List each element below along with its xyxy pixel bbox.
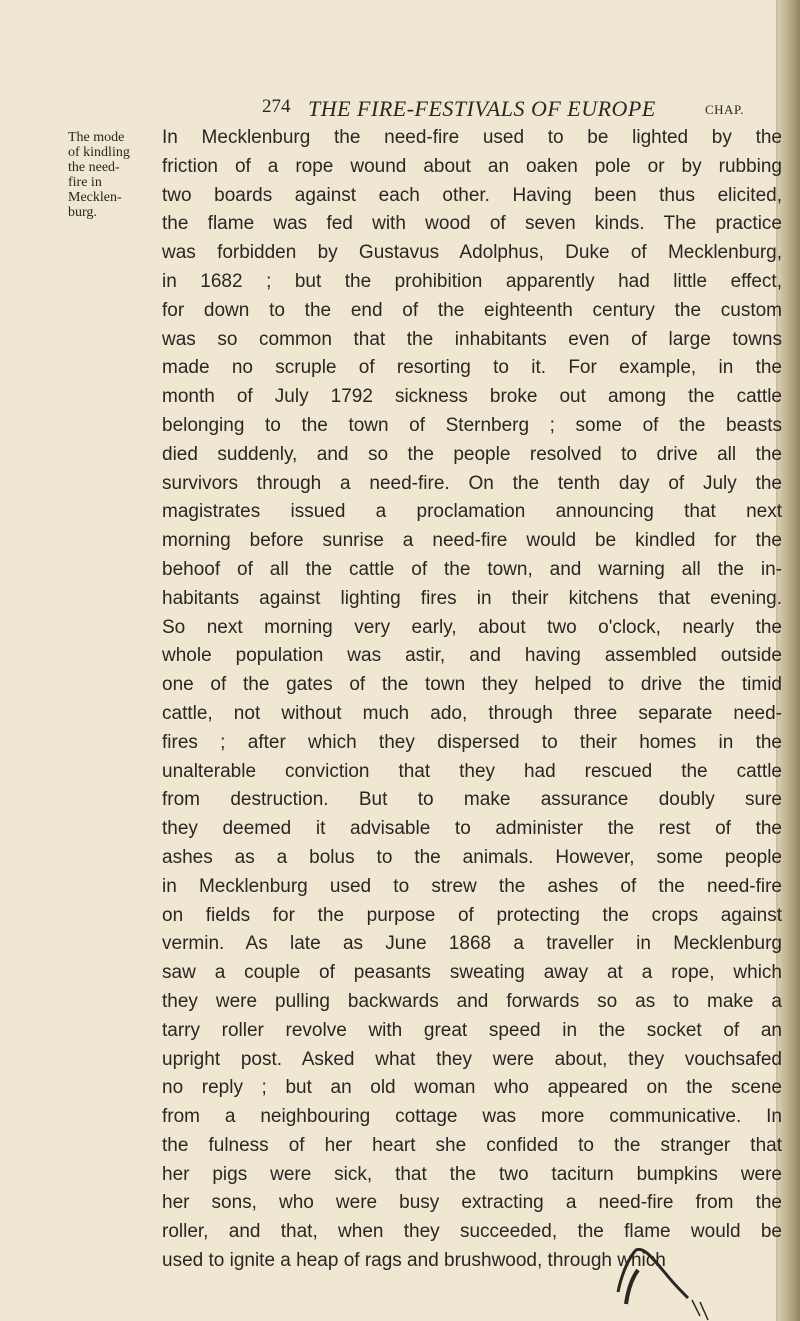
side-note-line: The mode — [68, 130, 125, 145]
text-line: for down to the end of the eighteenth century the custom — [162, 299, 782, 321]
ornament-mark — [596, 1232, 716, 1321]
text-line: habitants against lighting fires in their kitchens that evening. — [162, 587, 782, 609]
text-line: survivors through a need-fire. On the tenth day of July the — [162, 472, 782, 494]
text-line: whole population was astir, and having assembled outside — [162, 645, 782, 667]
side-note-line: the need- — [68, 160, 120, 175]
text-line: they were pulling backwards and forwards so as to make a — [162, 990, 782, 1012]
side-note-line: burg. — [68, 205, 97, 220]
text-line: upright post. Asked what they were about, they vouchsafed — [162, 1048, 782, 1070]
text-line: tarry roller revolve with great speed in the socket of an — [162, 1019, 782, 1041]
text-line: the fulness of her heart she confided to the stranger that — [162, 1134, 782, 1156]
text-line: cattle, not without much ado, through three separate need- — [162, 702, 782, 724]
text-line: vermin. As late as June 1868 a traveller in Mecklenburg — [162, 933, 782, 955]
text-line: they deemed it advisable to administer the rest of the — [162, 818, 782, 840]
text-line: In Mecklenburg the need-fire used to be lighted by the — [162, 127, 782, 148]
text-line: was so common that the inhabitants even of large towns — [162, 328, 782, 350]
text-line: on fields for the purpose of protecting the crops against — [162, 904, 782, 926]
text-line: her pigs were sick, that the two taciturn bumpkins were — [162, 1163, 782, 1185]
running-title: THE FIRE-FESTIVALS OF EUROPE — [308, 96, 656, 121]
text-line: the flame was fed with wood of seven kinds. The practice — [162, 213, 782, 235]
side-note-line: fire in — [68, 175, 102, 190]
text-line: no reply ; but an old woman who appeared on the scene — [162, 1077, 782, 1099]
text-line: used to ignite a heap of rags and brushwood, through which — [162, 1250, 666, 1272]
text-line: magistrates issued a proclamation announcing that next — [162, 501, 782, 523]
text-line: from destruction. But to make assurance doubly sure — [162, 789, 782, 811]
text-line: month of July 1792 sickness broke out among the cattle — [162, 386, 782, 408]
text-line: roller, and that, when they succeeded, the flame would be — [162, 1221, 782, 1243]
text-line: morning before sunrise a need-fire would be kindled for the — [162, 530, 782, 552]
text-line: behoof of all the cattle of the town, and warning all the in- — [162, 558, 782, 580]
side-note-line: Mecklen- — [68, 190, 122, 205]
chapter-label: CHAP. — [705, 102, 744, 117]
text-line: died suddenly, and so the people resolved to drive all the — [162, 443, 782, 465]
text-line: saw a couple of peasants sweating away at a rope, which — [162, 962, 782, 984]
page-header — [0, 96, 800, 126]
text-line: friction of a rope wound about an oaken pole or by rubbing — [162, 155, 782, 177]
text-line: in 1682 ; but the prohibition apparently had little effect, — [162, 270, 782, 292]
text-line: So next morning very early, about two o'clock, nearly the — [162, 616, 782, 638]
text-line: ashes as a bolus to the animals. However, some people — [162, 846, 782, 868]
text-line: unalterable conviction that they had rescued the cattle — [162, 760, 782, 782]
side-note — [68, 130, 148, 220]
text-line: belonging to the town of Sternberg ; some of the beasts — [162, 414, 782, 436]
text-line: made no scruple of resorting to it. For example, in the — [162, 357, 782, 379]
text-line: one of the gates of the town they helped to drive the timid — [162, 674, 782, 696]
text-line: two boards against each other. Having been thus elicited, — [162, 184, 782, 206]
side-note-line: of kindling — [68, 145, 130, 160]
body-text — [162, 124, 782, 1276]
text-line: her sons, who were busy extracting a need-fire from the — [162, 1192, 782, 1214]
text-line: in Mecklenburg used to strew the ashes of the need-fire — [162, 875, 782, 897]
text-line: from a neighbouring cottage was more communicative. In — [162, 1106, 782, 1128]
text-line: fires ; after which they dispersed to their homes in the — [162, 731, 782, 753]
text-line: was forbidden by Gustavus Adolphus, Duke of Mecklenburg, — [162, 242, 782, 264]
page-number: 274 — [262, 96, 291, 117]
